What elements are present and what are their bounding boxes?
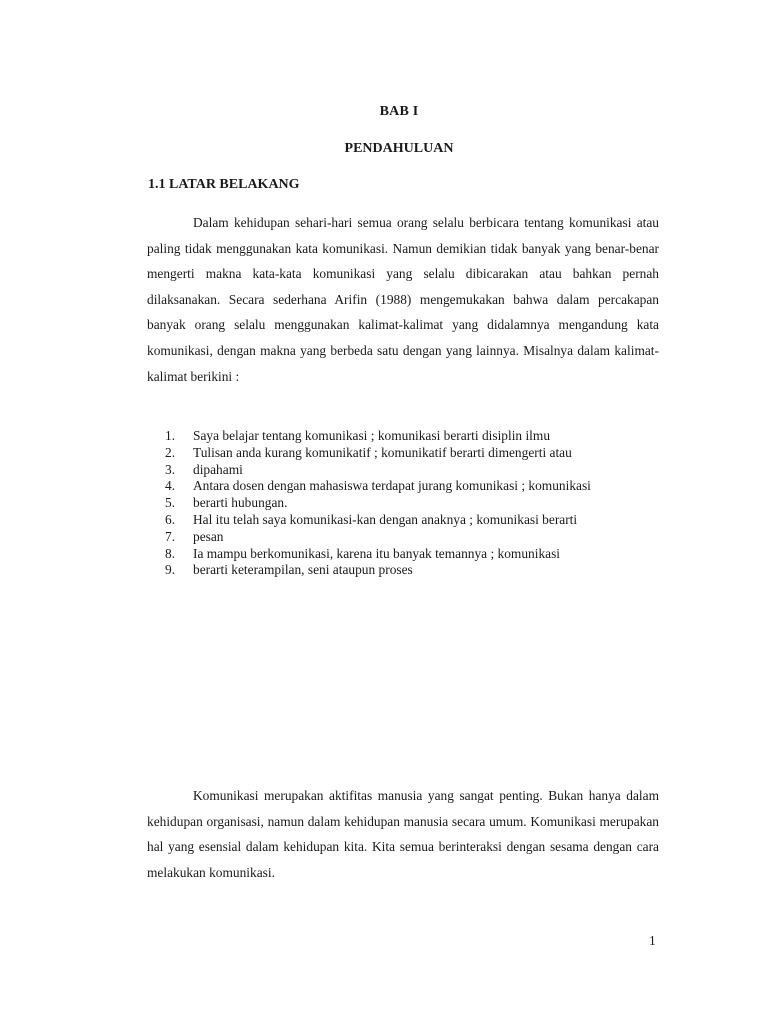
list-item-text: Tulisan anda kurang komunikatif ; komunikatif berarti dimengerti atau xyxy=(193,444,572,460)
list-item-number: 8. xyxy=(165,545,176,561)
list-item-number: 7. xyxy=(165,528,176,544)
list-item xyxy=(165,546,591,563)
list-item-number: 2. xyxy=(165,444,176,460)
numbered-list xyxy=(165,428,591,579)
list-item-number: 4. xyxy=(165,478,176,494)
list-item-text: berarti hubungan. xyxy=(193,495,288,511)
list-item-number: 1. xyxy=(165,428,176,443)
list-item-number: 9. xyxy=(165,562,176,578)
list-item-number: 5. xyxy=(165,495,176,511)
list-item-number: 6. xyxy=(165,511,176,527)
list-item-number: 3. xyxy=(165,461,176,477)
page-number: 1 xyxy=(649,933,656,948)
list-item-text: Hal itu telah saya komunikasi-kan dengan anaknya ; komunikasi berarti xyxy=(193,511,578,527)
list-item-text: berarti keterampilan, seni ataupun proses xyxy=(193,562,413,578)
list-item-text: Antara dosen dengan mahasiswa terdapat jurang komunikasi ; komunikasi xyxy=(193,478,591,494)
list-item xyxy=(165,462,591,479)
list-item xyxy=(165,512,591,529)
chapter-number: BAB I xyxy=(379,104,419,119)
list-item xyxy=(165,428,591,445)
section-heading: 1.1 LATAR BELAKANG xyxy=(148,177,300,192)
list-item xyxy=(165,529,591,546)
chapter-title: PENDAHULUAN xyxy=(344,141,454,156)
list-item-text: pesan xyxy=(193,528,224,544)
list-item xyxy=(165,478,591,495)
list-item xyxy=(165,445,591,462)
list-item-text: dipahami xyxy=(193,461,243,477)
list-item-text: Saya belajar tentang komunikasi ; komunikasi berarti disiplin ilmu xyxy=(193,428,551,443)
list-item xyxy=(165,562,591,579)
list-item xyxy=(165,495,591,512)
list-item-text: Ia mampu berkomunikasi, karena itu banyak temannya ; komunikasi xyxy=(193,545,561,561)
paragraph-intro: Dalam kehidupan sehari-hari semua orang selalu berbicara tentang komunikasi atau paling tidak menggunakan kata komunikasi. Namun demikian tidak banyak yang benar-benar mengerti makna kata-kata komunikasi yang selalu dibicarakan atau bahkan pernah dilaksanakan. Secara sederhana Arifin (1988) mengemukakan bahwa dalam percakapan banyak orang selalu menggunakan kalimat-kalimat yang didalamnya mengandung kata komunikasi, dengan makna yang berbeda satu dengan yang lainnya. Misalnya dalam kalimat-kalimat berikini : xyxy=(147,215,659,384)
paragraph-communication: Komunikasi merupakan aktifitas manusia yang sangat penting. Bukan hanya dalam kehidupan organisasi, namun dalam kehidupan manusia secara umum. Komunikasi merupakan hal yang esensial dalam kehidupan kita. Kita semua berinteraksi dengan sesama dengan cara melakukan komunikasi. xyxy=(147,788,659,880)
